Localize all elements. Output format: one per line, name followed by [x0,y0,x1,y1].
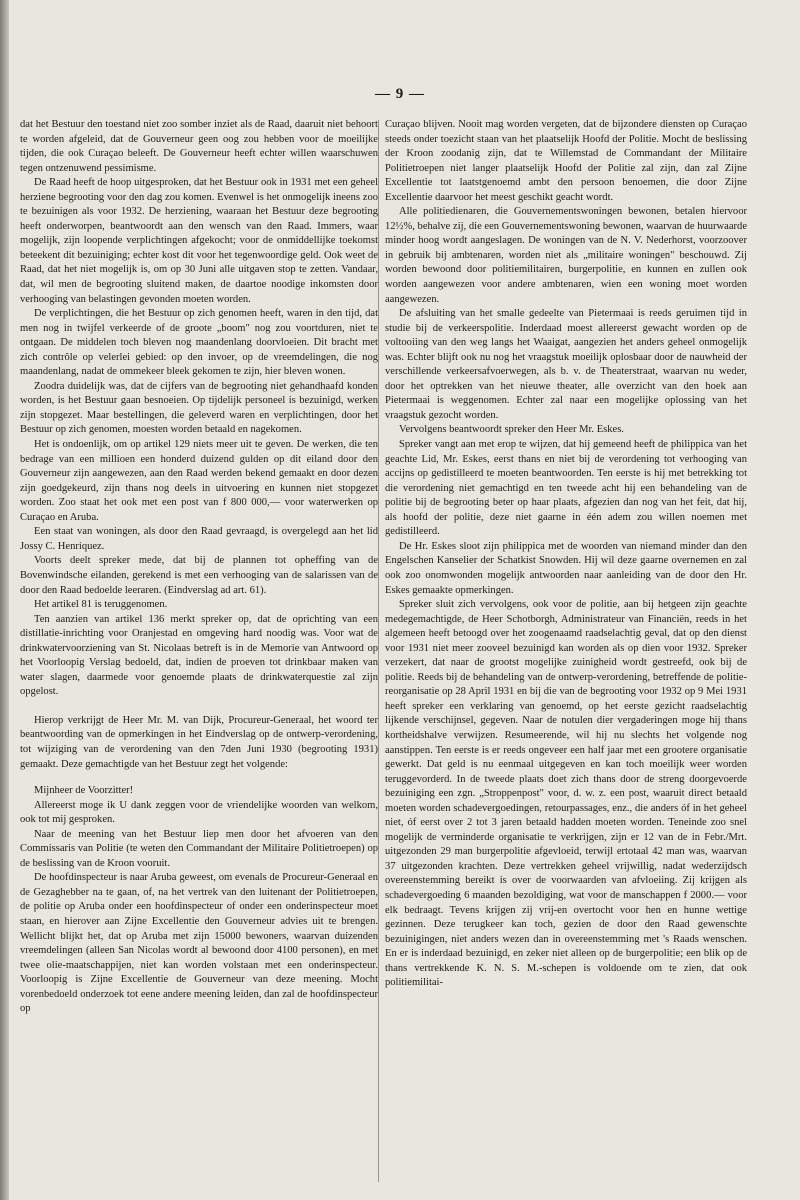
paragraph: De verplichtingen, die het Bestuur op zich genomen heeft, waren in den tijd, dat men nog in twijfel verkeerde of de groote „boom" nog zou voortduren, niet te ontgaan. De middelen toch bleven nog maandenlang doorvloeien. Dit bracht met zich contrôle op velerlei gebied: op den invoer, op de vreemdelingen, die nog maandenlang, nadat de ommekeer bleek gekomen te zijn, hier bleven wonen. [20,308,378,378]
paragraph: Een staat van woningen, als door den Raad gevraagd, is overgelegd aan het lid Jossy C. Henriquez. [20,526,378,552]
paragraph: Alle politiedienaren, die Gouvernementswoningen bewonen, betalen hiervoor 12½%, behalve zij, die een Gouvernementswoning bewonen, waarvan de huurwaarde minder hoog wordt aangeslagen. De woningen van de N. V. Nederhorst, voorzoover in gebruik bij ambtenaren, worden niet als „militaire woningen" beschouwd. Zij worden bewoond door politiemilitairen, burgerpolitie, en kunnen en zullen ook worden aangewezen voor andere ambtenaren, wien een woning moet worden aangewezen. [385,206,747,305]
left-column [20,118,378,1183]
paragraph: Ten aanzien van artikel 136 merkt spreker op, dat de oprichting van een distillatie-inrichting voor Oranjestad en omgeving hard noodig was. Voor wat de drinkwatervoorziening van St. Nicolaas betreft is in de Memorie van Antwoord op het Voorloopig Verslag bedoeld, dat, indien de proeven tot drinkbaar maken van water slagen, daarmede voor genoemde plaats de drinkwaterquestie zal zijn opgelost. [20,613,378,698]
paragraph: Vervolgens beantwoordt spreker den Heer Mr. Eskes. [399,424,624,436]
paragraph: Het artikel 81 is teruggenomen. [34,599,168,611]
paragraph: Spreker sluit zich vervolgens, ook voor de politie, aan bij hetgeen zijn geachte medegemachtigde, de Heer Schotborgh, Administrateur van Financiën, reeds in het algemeen heeft betoogd over het zoogenaamd raadselachtig geval, dat op den dienst voor 1931 niet meer zooveel bezuinigd kan worden als op dien voor 1932. Spreker verzekert, dat naar de grootst mogelijke zuinigheid wordt gestreefd, ook bij de politie. Reeds bij de behandeling van de ontwerp-verordening, betreffende de politie-reorganisatie op 28 April 1931 en bij die van de begrooting voor 1932 op 9 Mei 1931 heeft spreker een verklaring van genoemd, op het eerste gezicht raadselachtig lijkende verschijnsel, gegeven. Naar de notulen dier vergaderingen moge hij thans kortheidshalve verwijzen. Resumeerende, wil hij nu slechts het volgende nog aanstippen. Ten eerste is er reeds ongeveer een half jaar met een grootere organisatie gewerkt. Dat geld is nu eenmaal uitgegeven en kan toch moeilijk weer worden teruggevorderd. In de tweede plaats doet zich thans door de streng doorgevoerde bezuiniging een zgn. „Stroppenpost" voor, d. w. z. een post, waaruit direct betaald moeten worden schadevergoedingen, retourpassages, enz., die anders óf in het geheel niet, óf eerst over 2 tot 3 jaren betaald hadden moeten worden. Teneinde zoo snel mogelijk de verminderde organisatie te verkrijgen, zijn er 12 van de in Febr./Mrt. uitgezonden 29 man burgerpolitie afgevloeid, terwijl ertotaal 42 man was, waarvan 37 uitgezonden krachten. Deze vertrekken geheel vrijwillig, nadat wederzijdsch overeenstemming bereikt is over de voorwaarden van afvloeiing. Zij krijgen als schadevergoeding 6 maanden bezoldiging, wat voor de manschappen f 2000.— voor elk bedraagt. Tevens krijgen zij vrij-en overtocht voor hen en hunne wettige gezinnen. Deze terugkeer kan toch, gezien de door den Raad gewenschte bezuinigingen, niet anders wezen dan in overeenstemming met 's Raads wenschen. En er is inderdaad bezuinigd, en zeker niet alleen op de burgerpolitie; een blik op de thans vertrekkende K. N. S. M.-schepen is voldoende om te zien, dat ook politiemilitai- [385,599,747,989]
paragraph: De Hr. Eskes sloot zijn philippica met de woorden van niemand minder dan den Engelschen Kanselier der Schatkist Snowden. Hij wil deze gaarne overnemen en zal ook zoo onomwonden mogelijk antwoorden naar aanleiding van de door den Hr. Eskes gemaakte opmerkingen. [385,540,747,596]
page-number: — 9 — [375,86,425,102]
paragraph: Het is ondoenlijk, om op artikel 129 niets meer uit te geven. De werken, die ten bedrage van een millioen een honderd duizend gulden op dit eiland door den Gouverneur zijn aangewezen, aan den Raad werden bekend gemaakt en door dezen zijn goedgekeurd, zijn thans nog deels in uitvoering en kunnen niet stopgezet worden. Zoo staat het ook met een post van f 800 000,— voor waterwerken op Curaçao en Aruba. [20,439,378,523]
paragraph: De Raad heeft de hoop uitgesproken, dat het Bestuur ook in 1931 met een geheel herziene begrooting voor den dag zou komen. Evenwel is het onmogelijk ineens zoo te bezuinigen als voor 1932. De herziening, waaraan het Bestuur deze begrooting heeft onderworpen, beantwoordt aan den wensch van den Raad. Immers, waar mogelijk, zijn loopende verplichtingen afgekocht; voor de onmiddellijke toekomst beteekent dit bezuiniging; echter kost dit voor het tegenwoordige geld. Ook weet de Raad, dat het niet mogelijk is, om op 30 Juni alle uitgaven stop te zetten. Vandaar, dat, wil men de begrooting sluitend maken, de daartoe noodige inkomsten door verhooging van belastingen gevonden moeten worden. [20,177,378,305]
paragraph: Naar de meening van het Bestuur liep men door het afvoeren van den Commissaris van Politie (te weten den Commandant der Militaire Politietroepen) op de beslissing van de Kroon vooruit. [20,828,378,869]
right-column [385,118,747,1183]
salutation: Mijnheer de Voorzitter! [34,785,134,797]
paragraph: De hoofdinspecteur is naar Aruba geweest, om evenals de Procureur-Generaal en de Gezaghebber na te gaan, of, na het vertrek van den luitenant der Politietroepen, de politie op Aruba onder een hoofdinspecteur of onder een onderinspecteur moet staan, en hierover aan Zijne Excellentie den Gouverneur advies uit te brengen. Wellicht blijkt het, dat op Aruba met zijn 15000 bewoners, waarvan duizenden vreemdelingen (alleen San Nicolas wordt al bewoond door 4100 personen), en met twee olie-maatschappijen, niet kan worden volstaan met een onderinspecteur. Voorloopig is Zijne Excellentie de Gouverneur van deze meening. Mocht vorenbedoeld onderzoek tot eene andere meening leiden, dan zal de hoofdinspecteur op [20,872,378,1015]
paragraph: Hierop verkrijgt de Heer Mr. M. van Dijk, Procureur-Generaal, het woord ter beantwoording van de opmerkingen in het Eindverslag op de ontwerp-verordening, tot wijziging van de verordening van den 7den Juni 1930 (begrooting 1931) gemaakt. Deze gemachtigde van het Bestuur zegt het volgende: [20,714,378,770]
page-binding-edge [0,0,9,1200]
paragraph: Allereerst moge ik U dank zeggen voor de vriendelijke woorden van welkom, ook tot mij gesproken. [20,799,378,826]
paragraph: De afsluiting van het smalle gedeelte van Pietermaai is reeds geruimen tijd in studie bij de verkeerspolitie. Inderdaad moest allereerst gewacht worden op de voltooiing van den weg langs het Waaigat, aangezien het anders geheel onmogelijk was. Echter blijft ook nu nog het vraagstuk moeilijk oplosbaar door de nauwheid der verschillende verkeersafvoerwegen, als b. v. de Theaterstraat, waarvan nu weder, door het optrekken van het nieuwe theater, alle overzicht van den hoek aan Pietermaai is weggenomen. Echter zal naar een mogelijke oplossing van het vraagstuk gezocht worden. [385,308,747,421]
paragraph: Curaçao blijven. Nooit mag worden vergeten, dat de bijzondere diensten op Curaçao steeds onder toezicht staan van het plaatselijk Hoofd der Politie. Mocht de beslissing der Kroon zoodanig zijn, dat te Willemstad de Commandant der Militaire Politietroepen niet langer plaatselijk Hoofd der Politie zal zijn, dan zal Zijne Excellentie tot laatstgenoemd ambt den persoon benoemen, die door Zijne Excellentie daarvoor het meest geschikt geacht wordt. [385,119,747,203]
paragraph: dat het Bestuur den toestand niet zoo somber inziet als de Raad, daaruit niet behoort te worden afgeleid, dat de Gouverneur geen oog zou hebben voor de moeilijke tijden, die ook Curaçao beleeft. De Gouverneur heeft echter willen waarschuwen tegen ontzenuwend pessimisme. [20,119,378,174]
column-divider [378,120,379,1182]
paragraph: Spreker vangt aan met erop te wijzen, dat hij gemeend heeft de philippica van het geachte Lid, Mr. Eskes, eerst thans en niet bij de verordening tot verhooging van accijns op gedistilleerd te moeten beantwoorden. Ten eerste is hij met betrekking tot die verordening niet gemachtigd en ten tweede acht hij een behandeling van de politie bij de begrooting beter op haar plaats, afgezien dan nog van het feit, dat hij, als hoofd der politie, deze niet gaarne in één adem zou willen noemen met gedistilleerd. [385,439,747,538]
paragraph: Zoodra duidelijk was, dat de cijfers van de begrooting niet gehandhaafd konden worden, is het Bestuur gaan besnoeien. Op tijdelijk personeel is bezuinigd, werken zijn stopgezet. Maar bestellingen, die geleverd waren en verplichtingen, door het Bestuur op zich genomen, moesten worden betaald en nagekomen. [20,380,378,436]
paragraph: Voorts deelt spreker mede, dat bij de plannen tot opheffing van de Bovenwindsche eilanden, gerekend is met een verhooging van de salarissen van de door den Raad bedoelde leeraren. (Eindverslag ad art. 61). [20,555,378,596]
